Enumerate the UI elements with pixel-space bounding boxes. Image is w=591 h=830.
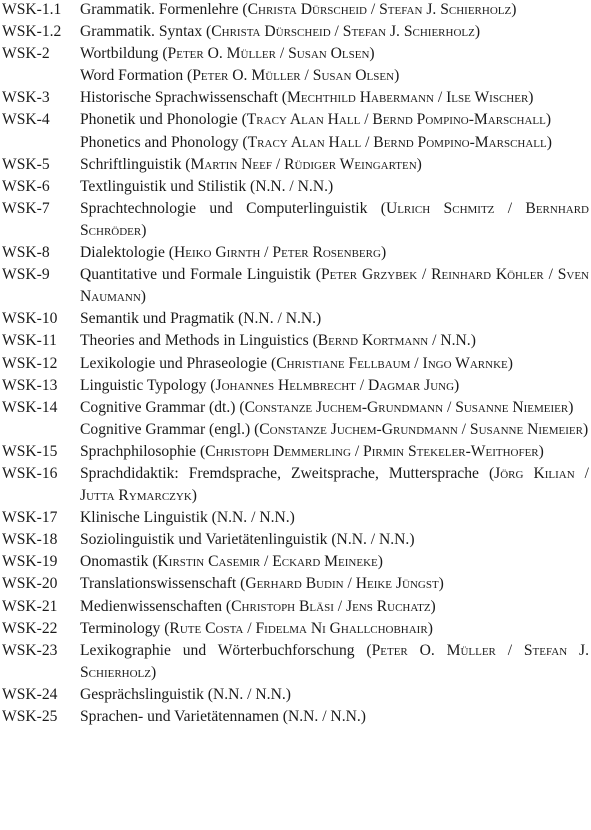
volume-title-suffix: ): [438, 575, 444, 593]
volume-title-line: [80, 419, 589, 441]
volume-title-suffix: ): [151, 663, 157, 681]
volume-title: Dialektologie (: [80, 244, 174, 262]
series-code: WSK-4: [2, 111, 50, 129]
volume-title-suffix: ): [568, 398, 574, 416]
volume-title-suffix: ): [380, 244, 387, 262]
volume-editors: Constanze Juchem-Grundmann / Susanne Niemeier: [244, 398, 569, 416]
volume-title: Linguistic Typology (: [80, 376, 216, 394]
series-code: WSK-9: [2, 266, 50, 284]
series-volume-titles: [80, 706, 591, 728]
series-code: WSK-23: [2, 641, 58, 659]
series-volume-titles: [80, 684, 591, 706]
volume-title: Translationswissenschaft (: [80, 575, 246, 593]
volume-title-suffix: ): [191, 487, 197, 505]
volume-title: Terminology (: [80, 619, 170, 637]
volume-title-line: [80, 21, 589, 43]
volume-title: Semantik und Pragmatik (N.N. / N.N.): [80, 310, 322, 328]
series-volume-titles: [80, 353, 591, 375]
series-entry: [2, 618, 591, 640]
series-code: WSK-21: [2, 597, 58, 615]
volume-title-line: [80, 308, 589, 330]
volume-title: Medienwissenschaften (: [80, 597, 232, 615]
volume-title-line: [80, 397, 589, 419]
series-code: WSK-12: [2, 354, 58, 372]
volume-title-suffix: ): [140, 288, 146, 306]
volume-title-suffix: ): [538, 442, 544, 460]
volume-title-line: [80, 551, 589, 573]
volume-title-line: [80, 264, 589, 308]
volume-editors: Heiko Girnth / Peter Rosenberg: [173, 244, 381, 262]
volume-title-line: [80, 176, 589, 198]
series-volume-titles: [80, 43, 591, 87]
series-entry: [2, 21, 591, 43]
volume-title: Schriftlinguistik (: [80, 155, 191, 173]
series-volume-titles: [80, 308, 591, 330]
series-volume-titles: [80, 441, 591, 463]
volume-editors: Christa Dürscheid / Stefan J. Schierholz: [211, 23, 475, 41]
volume-title-suffix: ): [369, 45, 375, 63]
series-entry: [2, 154, 591, 176]
series-code: WSK-7: [2, 199, 50, 217]
volume-title: Historische Sprachwissenschaft (: [80, 89, 287, 107]
volume-title-suffix: ): [546, 133, 552, 151]
volume-title: Cognitive Grammar (dt.) (: [80, 398, 245, 416]
series-volume-titles: [80, 640, 591, 684]
series-code: WSK-20: [2, 575, 58, 593]
volume-editors: Constanze Juchem-Grundmann / Susanne Niemeier: [259, 420, 583, 438]
volume-title-line: [80, 640, 589, 684]
volume-title: Wortbildung (: [80, 45, 168, 63]
series-entry: [2, 264, 591, 308]
volume-title: Textlinguistik und Stilistik (N.N. / N.N.): [80, 177, 334, 195]
volume-title-line: [80, 529, 589, 551]
volume-title-suffix: ): [474, 23, 481, 41]
series-entry: [2, 43, 591, 87]
series-entry: [2, 573, 591, 595]
series-entry: [2, 706, 591, 728]
volume-title-line: [80, 154, 589, 176]
volume-editors: Tracy Alan Hall / Bernd Pompino-Marschall: [247, 133, 547, 151]
volume-title-suffix: ): [427, 619, 433, 637]
series-code: WSK-3: [2, 89, 50, 107]
series-list: [2, 0, 591, 728]
series-volume-titles: [80, 397, 591, 441]
series-volume-titles: [80, 551, 591, 573]
series-entry: [2, 684, 591, 706]
series-code: WSK-19: [2, 553, 58, 571]
series-entry: [2, 87, 591, 109]
series-entry: [2, 375, 591, 397]
series-volume-titles: [80, 330, 591, 352]
series-code: WSK-24: [2, 685, 58, 703]
volume-title-line: [80, 353, 589, 375]
volume-title-suffix: ): [141, 221, 147, 239]
volume-title-line: [80, 684, 589, 706]
series-code: WSK-17: [2, 509, 58, 527]
series-volume-titles: [80, 87, 591, 109]
volume-title: Soziolinguistik und Varietätenlinguistik (N.N. / N.N.): [80, 531, 415, 549]
volume-editors: Christoph Demmerling / Pirmin Stekeler-Weithofer: [205, 442, 539, 460]
volume-editors: Peter O. Müller / Susan Olsen: [192, 67, 395, 85]
volume-title-line: [80, 463, 589, 507]
series-volume-titles: [80, 21, 591, 43]
volume-title-suffix: ): [454, 376, 460, 394]
series-code: WSK-18: [2, 531, 58, 549]
series-code: WSK-2: [2, 45, 50, 63]
volume-editors: Rute Costa / Fidelma Ni Ghallchobhair: [169, 619, 428, 637]
series-entry: [2, 397, 591, 441]
volume-title-line: [80, 242, 589, 264]
volume-title: Grammatik. Syntax (: [80, 23, 212, 41]
volume-title-line: [80, 87, 589, 109]
volume-editors: Christa Dürscheid / Stefan J. Schierholz: [247, 1, 512, 18]
volume-title-suffix: ): [545, 111, 552, 129]
volume-title-line: [80, 198, 589, 242]
volume-title-line: [80, 706, 589, 728]
series-entry: [2, 640, 591, 684]
volume-title: Sprachdidaktik: Fremdsprache, Zweitsprache, Muttersprache (: [80, 464, 495, 482]
volume-title-line: [80, 43, 589, 65]
volume-title-line: [80, 573, 589, 595]
volume-title-suffix: ): [394, 67, 400, 85]
series-volume-titles: [80, 596, 591, 618]
volume-title-suffix: / N.N.): [428, 332, 476, 350]
volume-title-suffix: ): [528, 89, 534, 107]
series-code: WSK-16: [2, 464, 58, 482]
series-entry: [2, 507, 591, 529]
volume-editors: Ulrich Schmitz / Bernhard Schröder: [80, 199, 589, 239]
series-volume-titles: [80, 375, 591, 397]
series-volume-titles: [80, 109, 591, 153]
volume-title-line: [80, 0, 589, 21]
volume-editors: Kirstin Casemir / Eckard Meineke: [157, 553, 378, 571]
volume-editors: Gerhard Budin / Heike Jüngst: [245, 575, 439, 593]
series-entry: [2, 330, 591, 352]
series-volume-titles: [80, 618, 591, 640]
volume-editors: Peter O. Müller / Stefan J. Schierholz: [80, 641, 589, 681]
series-entry: [2, 353, 591, 375]
volume-title-suffix: ): [511, 1, 517, 18]
series-entry: [2, 308, 591, 330]
series-volume-titles: [80, 198, 591, 242]
volume-title: Grammatik. Formenlehre (: [80, 1, 248, 18]
volume-editors: Tracy Alan Hall / Bernd Pompino-Marschall: [246, 111, 546, 129]
series-volume-titles: [80, 0, 591, 21]
series-code: WSK-22: [2, 619, 58, 637]
volume-title-line: [80, 109, 589, 131]
volume-title: Cognitive Grammar (engl.) (: [80, 420, 260, 438]
volume-title-line: [80, 375, 589, 397]
volume-editors: Bernd Kortmann: [317, 332, 429, 350]
series-entry: [2, 596, 591, 618]
volume-title-line: [80, 441, 589, 463]
volume-title: Theories and Methods in Linguistics (: [80, 332, 318, 350]
series-volume-titles: [80, 242, 591, 264]
volume-title-line: [80, 330, 589, 352]
volume-title-suffix: ): [377, 553, 383, 571]
series-code: WSK-5: [2, 155, 50, 173]
volume-title-suffix: ): [582, 420, 589, 438]
series-entry: [2, 109, 591, 153]
volume-editors: Martin Neef / Rüdiger Weingarten: [190, 155, 417, 173]
volume-editors: Peter Grzybek / Reinhard Köhler / Sven Naumann: [80, 266, 589, 306]
volume-title: Phonetik und Phonologie (: [80, 111, 247, 129]
volume-title: Gesprächslinguistik (N.N. / N.N.): [80, 685, 291, 703]
series-entry: [2, 529, 591, 551]
series-volume-titles: [80, 573, 591, 595]
series-code: WSK-8: [2, 244, 50, 262]
volume-title-suffix: ): [430, 597, 436, 615]
series-volume-titles: [80, 529, 591, 551]
series-code: WSK-1.2: [2, 23, 62, 41]
volume-editors: Jörg Kilian / Jutta Rymarczyk: [80, 464, 589, 505]
volume-title: Quantitative und Formale Linguistik (: [80, 266, 321, 284]
series-code: WSK-10: [2, 310, 58, 328]
volume-title-line: [80, 65, 589, 87]
volume-title-suffix: ): [416, 155, 422, 173]
volume-editors: Mechthild Habermann / Ilse Wischer: [287, 89, 529, 107]
volume-editors: Johannes Helmbrecht / Dagmar Jung: [215, 376, 455, 394]
series-volume-titles: [80, 264, 591, 308]
volume-title-line: [80, 507, 589, 529]
volume-title: Word Formation (: [80, 67, 193, 85]
series-volume-titles: [80, 176, 591, 198]
volume-editors: Peter O. Müller / Susan Olsen: [167, 45, 370, 63]
volume-editors: Christiane Fellbaum / Ingo Warnke: [276, 354, 508, 372]
series-code: WSK-25: [2, 708, 58, 725]
volume-title: Onomastik (: [80, 553, 158, 571]
volume-title: Sprachtechnologie und Computerlinguistik (: [80, 199, 386, 217]
volume-title: Lexikographie und Wörterbuchforschung (: [80, 641, 372, 659]
volume-title-line: [80, 618, 589, 640]
series-entry: [2, 441, 591, 463]
series-entry: [2, 198, 591, 242]
volume-title: Sprachphilosophie (: [80, 442, 206, 460]
volume-title-line: [80, 132, 589, 154]
series-entry: [2, 176, 591, 198]
volume-title: Lexikologie und Phraseologie (: [80, 354, 277, 372]
series-entry: [2, 463, 591, 507]
series-volume-titles: [80, 154, 591, 176]
series-entry: [2, 0, 591, 21]
series-code: WSK-13: [2, 376, 58, 394]
series-code: WSK-11: [2, 332, 57, 350]
volume-title-line: [80, 596, 589, 618]
series-entry: [2, 242, 591, 264]
series-code: WSK-15: [2, 442, 58, 460]
series-entry: [2, 551, 591, 573]
volume-title-suffix: ): [507, 354, 513, 372]
series-code: WSK-1.1: [2, 1, 62, 18]
series-volume-titles: [80, 507, 591, 529]
volume-title: Phonetics and Phonology (: [80, 133, 248, 151]
volume-editors: Christoph Bläsi / Jens Ruchatz: [231, 597, 431, 615]
series-code: WSK-6: [2, 177, 50, 195]
series-code: WSK-14: [2, 398, 58, 416]
volume-title: Sprachen- und Varietätennamen (N.N. / N.N.): [80, 708, 366, 725]
series-volume-titles: [80, 463, 591, 507]
volume-title: Klinische Linguistik (N.N. / N.N.): [80, 509, 295, 527]
